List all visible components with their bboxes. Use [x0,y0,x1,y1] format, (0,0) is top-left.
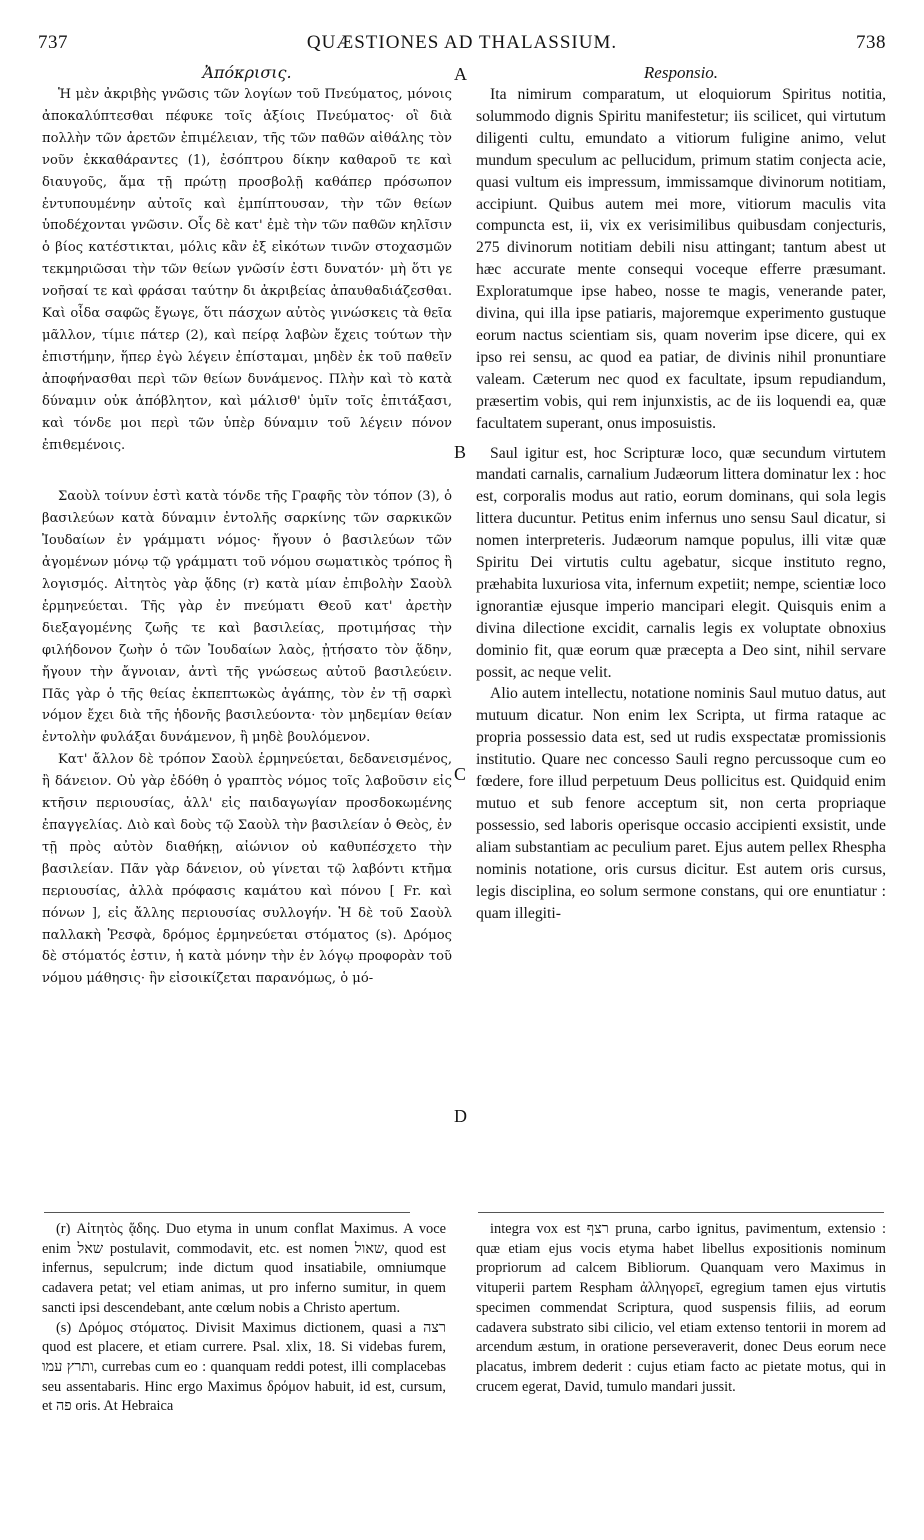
footnotes-right [476,1220,886,1397]
margin-marker-d: D [454,1106,467,1126]
latin-paragraph: Saul igitur est, hoc Scripturæ loco, quæ secundum virtutem mandati carnalis, carnalium Judæorum littera dominatur lex : hoc est, corporalis modus aut ratio, eorum dominans, qui sola legis littera ducuntur. Petitus enim infernus uno sensu Saul dicatur, si nomen interpreteris. Judæorum namque populus, illi vitæ quæ Spiritu Dei virtutis cultu agebatur, sicque instituto regno, præhabita luxuriosa vita, infernum expetiit; nempe, scientiæ loco ignorantiæ ejusque imperio mancipari elegit. Quisquis enim a divina dilectione excidit, carnalis legis ex voluptate obnoxius dominio fit, quæ eorum quæ præcepta a Deo sint, nihil servare possit, ac neque velit. [476,444,886,681]
latin-column [476,62,886,924]
margin-marker-b: B [454,442,467,462]
margin-marker-a: A [454,64,467,84]
margin-marker-c: C [454,764,467,784]
footnote-divider-left [44,1212,410,1213]
latin-heading: Responsio. [643,63,719,82]
page-number-left: 737 [38,32,68,53]
footnote-continuation: integra vox est רצף pruna, carbo ignitus, pavimentum, extensio : quæ etiam ejus vocis etyma habet libellus expositionis nominum propriorum ad calcem Bibliorum. Quanquam vero Maximus in vituperii partem Respham ἀλληγορεῖ, egregium tamen ejus virtutis specimen commendat Scriptura, quod suspensis filiis, ad eorum cadavera substrato sibi cilicio, vel etiam extenso tentorii in morem ad arcendum æstum, in oratione perseveraverit, donec Deus eorum nece placatus, imbrem dederit : cujus etiam facto ac pietate motus, qui in crucem egerat, David, tumulo mandari jussit. [476,1221,886,1395]
latin-paragraph: Alio autem intellectu, notatione nominis Saul mutuo datus, aut mutuum dicatur. Non enim lex Scripta, ut firma rataque ac propria possessio data est, sed ut rudis exspectatæ promissionis institutio. Quare nec concesso Sauli regno percussoque cum eo fœdere, fore illud perpetuum Deus pollicitus est. Quidquid enim mutuo et sub fenore acceptum sit, non certa propriaque possessio, sed laboris operisque occasio accipienti exsistit, unde aliam substantiam ac peculium paret. Ejus autem pellex Rhespha nominis notatione, oris cursus dicitur. Est autem oris cursus, legis disciplina, eo solum sermone constans, qui ore enuntiatur : quam illegiti- [476,685,886,922]
running-title: QUÆSTIONES AD THALASSIUM. [306,32,618,53]
running-header [38,32,886,58]
footnote-divider-right [478,1212,884,1213]
footnotes-left [42,1220,446,1417]
footnote-s: (s) Δρόμος στόματος. Divisit Maximus dictionem, quasi a רצה quod est placere, et etiam currere. Psal. xlix, 18. Si videbas furem, ותרץ עמו, currebas cum eo : quanquam reddi potest, illi complacebas seu assentabaris. Hinc ergo Maximus δρόμον habuit, id est, cursum, et פה oris. At Hebraica [42,1319,446,1415]
greek-paragraph: Σαοὺλ τοίνυν ἐστὶ κατὰ τόνδε τῆς Γραφῆς τὸν τόπον (3), ὁ βασιλεύων κατὰ δύναμιν ἐντολῆς σαρκίνης τῶν σαρκικῶν Ἰουδαίων ἐν γράμματι νόμος· ἤγουν ὁ βασιλεύων τῶν ἀγομένων μόνῳ τῷ γράμματι τοῦ νόμου σωματικὸς τρόπος ἢ λογισμός. Αἰτητὸς γὰρ ᾅδης (r) κατὰ μίαν ἐπιβολὴν Σαοὺλ ἑρμηνεύεται. Τῆς γὰρ ἐν πνεύματι Θεοῦ κατ' ἀρετὴν διεξαγομένης ζωῆς τε καὶ βασιλείας, προτιμήσας τὴν φιλήδονον ζωὴν ὁ τῶν Ἰουδαίων λαὸς, ᾐτήσατο τὸν ᾅδην, ἤγουν τὴν ἄγνοιαν, ἀντὶ τῆς γνώσεως αὐτοῦ βασιλεύειν. Πᾶς γὰρ ὁ τῆς θείας ἐκπεπτωκὼς ἀγάπης, τὸν ἐν τῇ σαρκὶ νόμον ἔχει διὰ τῆς ἡδονῆς βασιλεύοντα· τὸν μηδεμίαν θείαν ἐντολὴν φυλάξαι δυνάμενον, ἢ μηδὲ βουλόμενον. [42,489,452,746]
greek-paragraph: Κατ' ἄλλον δὲ τρόπον Σαοὺλ ἑρμηνεύεται, δεδανεισμένος, ἢ δάνειον. Οὐ γὰρ ἐδόθη ὁ γραπτὸς νόμος τοῖς λαβοῦσιν εἰς κτῆσιν περιουσίας, ἀλλ' εἰς παιδαγωγίαν προσδοκωμένης ἐπαγγελίας. Διὸ καὶ δοὺς τῷ Σαοὺλ τὴν βασιλείαν ὁ Θεὸς, ἐν τῇ πρὸς αὐτὸν διαθήκῃ, αἰώνιον οὐ καθυπέσχετο τὴν βασιλείαν. Πᾶν γὰρ δάνειον, οὐ γίνεται τῷ λαβόντι κτῆμα περιουσίας, ἀλλὰ πρόφασις καμάτου καὶ πόνου [ Fr. καὶ πόνων ], εἰς ἄλλης περιουσίας συλλογήν. Ἡ δὲ τοῦ Σαοὺλ παλλακὴ Ῥεσφὰ, δρόμος ἑρμηνεύεται στόματος (s). Δρόμος δὲ στόματός ἐστιν, ἡ κατὰ μόνην τὴν ἐν λόγῳ προφορὰν τοῦ νόμου μάθησις· ἣν εἰσοικίζεται παρανόμως, ὁ μό- [42,752,452,987]
latin-paragraph: Ita nimirum comparatum, ut eloquiorum Spiritus notitia, solummodo dignis Spiritu manifestetur; iis scilicet, qui virtutum diligenti cultu, emundato a vitiorum fuligine animo, velut mundum speculum ac pellucidum, primum statim conjecta acie, quasi vultum eis impressum, immissamque divinorum notitiam, accipiunt. Quibus autem mei more, vitiorum maculis vita compuncta est, ii, vix ex verisimilibus quibusdam conjecturis, 275 divinorum notitiam debili nisu attingant; tantum abest ut hæc accurate mente consequi voceque efferre præsumant. Exploratumque ipse habeo, nosse te magis, venerande pater, divina, qui illa ipse patiaris, majoremque experimento gustuque eorum nactus scientiam sis, quam noverim ipse dicere, qui ex ipso rei sensu, ac quod ea patiar, de divinis nihil pronuntiare valeam. Cæterum nec quod ex facultate, ipsum repudiandum, præsertim vobis, qui rem injunxistis, ac de iis loquendi ea, quæ facultatem superant, onus imposuistis. [476,86,886,432]
page-number-right: 738 [856,32,886,53]
greek-paragraph: Ἡ μὲν ἀκριβὴς γνῶσις τῶν λογίων τοῦ Πνεύματος, μόνοις ἀποκαλύπτεσθαι πέφυκε τοῖς ἀξίοις Πνεύματος· οἳ διὰ πολλὴν τῶν ἀρετῶν ἐπιμέλειαν, τῆς τῶν παθῶν αἰθάλης τὸν νοῦν ἐκκαθάραντες (1), ἐσόπτρου δίκην καθαροῦ τε καὶ διαυγοῦς, ἅμα τῇ πρώτῃ προσβολῇ καθάπερ πρόσωπον ἐντυπουμένην αὐτοῖς καὶ ἐμπίπτουσαν, τὴν τῶν θείων ὑποδέχονται γνῶσιν. Οἷς δὲ κατ' ἐμὲ τὴν τῶν παθῶν κηλῖσιν ὁ βίος κατέστικται, μόλις κἂν ἐξ εἰκότων τινῶν στοχασμῶν τεκμηριῶσαι τὴν τῶν θείων γνῶσίν ἐστι δυνατόν· μὴ ὅτι γε νοῆσαί τε καὶ φράσαι ταύτην δι ἀκριβείας ἀπαυθαδιάζεσθαι. Καὶ οἶδα σαφῶς ἔγωγε, ὅτι πάσχων αὐτὸς γινώσκεις τὰ θεῖα μᾶλλον, τίμιε πάτερ (2), καὶ πείρᾳ λαβὼν ἔχεις τούτων τὴν ἐπιστήμην, ἥπερ ἐγὼ λέγειν ἐπίσταμαι, μηδὲν ἐκ τοῦ παθεῖν ἀποφήνασθαι περὶ τῶν θείων δυνάμενος. Πλὴν καὶ τὸ κατὰ δύναμιν οὐκ ἀπόβλητον, καὶ μάλισθ' ὑμῖν τοῖς ἐπιτάξασι, καὶ τόνδε μοι περὶ τῶν ὑπὲρ δύναμιν τοῦ λέγειν πόνον ἐπιθεμένοις. [42,87,452,453]
greek-heading: Ἀπόκρισις. [202,63,292,82]
greek-column [42,62,452,990]
footnote-r: (r) Αἰτητὸς ᾅδης. Duo etyma in unum conflat Maximus. A voce enim שאל postulavit, commodavit, etc. est nomen שאול, quod est infernus, sepulcrum; inde dictum quod insatiabile, omniumque cadavera petat; vel etiam animas, ut pro inferno sumitur, in quem sancti ipsi descendebant, ante cœlum nobis a Christo apertum. [42,1221,446,1316]
